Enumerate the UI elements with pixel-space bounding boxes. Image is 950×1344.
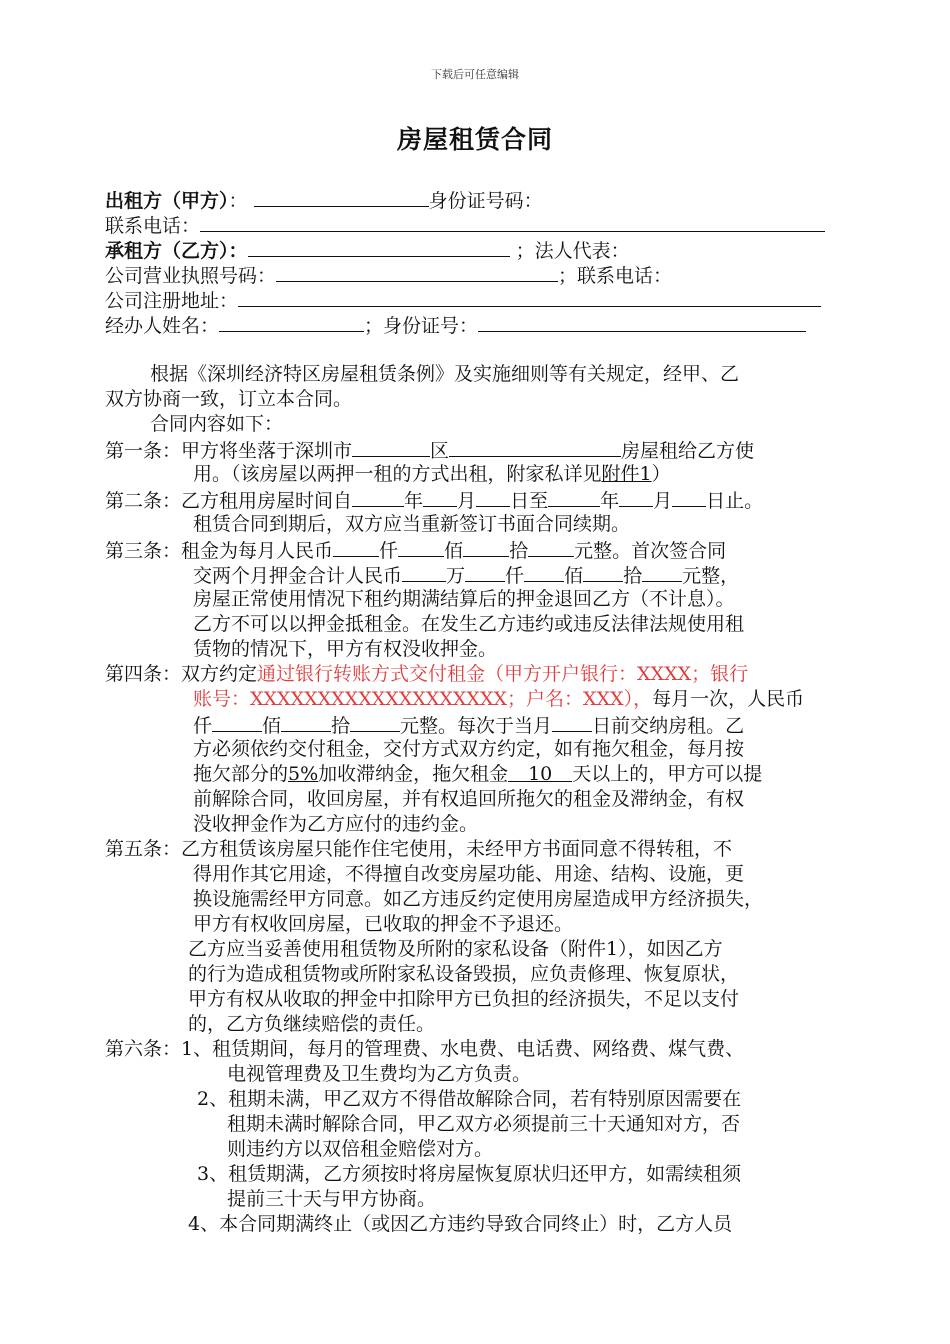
late-fee-rate: 5% (288, 763, 319, 785)
lessor-name-field[interactable] (254, 187, 429, 207)
id-label: 身份证号码： (428, 190, 543, 212)
article-6-item-4-line-1: 4、本合同期满终止（或因乙方违约导致合同终止）时，乙方人员 (188, 1213, 733, 1235)
article-4-line-6: 前解除合同，收回房屋，并有权追回所拖欠的租金及滞纳金，有权 (193, 788, 745, 810)
rent-qian-field[interactable] (333, 537, 379, 557)
article-2-label: 第二条： (105, 490, 182, 512)
article-3-line-4: 乙方不可以以押金抵租金。在发生乙方违约或违反法律法规使用租 (193, 613, 745, 635)
article-4-line-5: 拖欠部分的5%加收滞纳金，拖欠租金 10 天以上的，甲方可以提 (193, 763, 763, 785)
article-4-line-1: 第四条：双方约定通过银行转账方式交付租金（甲方开户银行：XXXX；银行 (105, 663, 749, 685)
end-year-field[interactable] (548, 487, 600, 507)
article-6-item-2-line-1: 2、租期未满，甲乙双方不得借故解除合同，若有特别原因需要在 (197, 1088, 742, 1110)
address-label: 公司注册地址： (105, 290, 239, 312)
phone2-label: ；联系电话： (558, 265, 673, 287)
deposit-yuan-field[interactable] (642, 562, 682, 582)
end-day-field[interactable] (672, 487, 706, 507)
bank-transfer-text: 通过银行转账方式交付租金（甲方开户银行：XXXX；银行 (257, 663, 749, 685)
lessee-label: 承租方（乙方）： (105, 240, 248, 262)
article-3-line-2: 交两个月押金合计人民币 万 仟 佰 拾 元整， (193, 562, 739, 587)
article-5-line-8: 的，乙方负继续赔偿的责任。 (188, 1013, 436, 1035)
article-4-line-7: 没收押金作为乙方应付的违约金。 (193, 813, 479, 835)
phone-label: 联系电话： (105, 215, 201, 237)
lessor-label: 出租方（甲方） (105, 190, 229, 212)
phone-field[interactable] (200, 212, 825, 232)
agent-id-field[interactable] (478, 312, 806, 332)
article-4-line-4: 方必须依约交付租金，交付方式双方约定，如有拖欠租金，每月按 (193, 738, 745, 760)
article-6-item-1-line-2: 电视管理费及卫生费均为乙方负责。 (227, 1063, 532, 1085)
end-month-field[interactable] (619, 487, 653, 507)
header-note: 下载后可任意编辑 (431, 68, 519, 81)
article-4-line-2: 账号：XXXXXXXXXXXXXXXXXXX；户名：XXX），每月一次，人民币 (193, 688, 805, 710)
deposit-qian-field[interactable] (465, 562, 505, 582)
start-month-field[interactable] (423, 487, 457, 507)
article-2-line-2: 租赁合同到期后，双方应当重新签订书面合同续期。 (193, 513, 631, 535)
agent-label: 经办人姓名： (105, 315, 220, 337)
article-5-line-4: 甲方有权收回房屋，已收取的押金不予退还。 (193, 913, 574, 935)
phone-line (105, 212, 825, 237)
attachment-1-link: 附件1 (601, 463, 652, 485)
monthly-bai-field[interactable] (212, 712, 262, 732)
article-1-line-1: 第一条：甲方将坐落于深圳市 区 房屋租给乙方使 (105, 437, 754, 462)
license-line (105, 262, 672, 287)
lessee-line (105, 237, 630, 262)
monthly-shi-field[interactable] (281, 712, 331, 732)
lessor-line: 出租方（甲方）： 身份证号码： (105, 187, 543, 212)
address-field[interactable] (238, 287, 821, 307)
article-3-line-3: 房屋正常使用情况下租约期满结算后的押金退回乙方（不计息）。 (193, 588, 735, 610)
license-label: 公司营业执照号码： (105, 265, 277, 287)
pay-day-field[interactable] (552, 712, 592, 732)
start-day-field[interactable] (476, 487, 510, 507)
article-5-label: 第五条： (105, 838, 182, 860)
overdue-days-field[interactable]: 10 (508, 762, 572, 782)
article-5-line-7: 甲方有权从收取的押金中扣除甲方已负担的经济损失，不足以支付 (188, 988, 740, 1010)
article-4-line-3: 仟 佰 拾 元整。每次于当月 日前交纳房租。乙 (193, 712, 744, 737)
article-5-line-6: 的行为造成租赁物或所附家私设备毁损，应负责修理、恢复原状， (188, 963, 740, 985)
deposit-wan-field[interactable] (402, 562, 446, 582)
article-6-line-1: 第六条：1、租赁期间，每月的管理费、水电费、电话费、网络费、煤气费、 (105, 1038, 745, 1060)
lessee-name-field[interactable] (248, 237, 510, 257)
agent-name-field[interactable] (219, 312, 364, 332)
article-6-item-3-line-2: 提前三十天与甲方协商。 (227, 1188, 437, 1210)
rent-yuan-field[interactable] (528, 537, 574, 557)
article-5-line-3: 换设施需经甲方同意。如乙方违反约定使用房屋造成甲方经济损失， (193, 888, 764, 910)
district-field[interactable] (352, 437, 430, 457)
rent-bai-field[interactable] (398, 537, 444, 557)
article-3-line-1: 第三条：租金为每月人民币 仟 佰 拾 元整。首次签合同 (105, 537, 726, 562)
agent-line (105, 312, 806, 337)
address-detail-field[interactable] (449, 437, 621, 457)
article-6-item-2-line-2: 租期未满时解除合同，甲乙双方必须提前三十天通知对方，否 (227, 1113, 741, 1135)
start-year-field[interactable] (352, 487, 404, 507)
intro-line-2: 双方协商一致，订立本合同。 (105, 388, 353, 410)
deposit-bai-field[interactable] (524, 562, 564, 582)
intro-line-3: 合同内容如下： (150, 413, 284, 435)
article-4-label: 第四条： (105, 663, 182, 685)
article-6-item-3-line-1: 3、租赁期满，乙方须按时将房屋恢复原状归还甲方，如需续租须 (197, 1163, 742, 1185)
bank-account-text: 账号：XXXXXXXXXXXXXXXXXXX；户名：XXX）， (193, 688, 653, 710)
article-1-line-2: 用。（该房屋以两押一租的方式出租，附家私详见附件1） (193, 463, 671, 485)
article-6-label: 第六条： (105, 1038, 182, 1060)
legal-rep-label: ；法人代表： (515, 240, 630, 262)
rent-shi-field[interactable] (463, 537, 509, 557)
intro-line-1: 根据《深圳经济特区房屋租赁条例》及实施细则等有关规定，经甲、乙 (150, 363, 740, 385)
article-6-item-2-line-3: 则违约方以双倍租金赔偿对方。 (227, 1138, 494, 1160)
article-1-label: 第一条： (105, 440, 182, 462)
monthly-yuan-field[interactable] (350, 712, 400, 732)
page-title: 房屋租赁合同 (396, 125, 553, 154)
article-2-line-1: 第二条：乙方租用房屋时间自 年 月 日至 年 月 日止。 (105, 487, 763, 512)
article-5-line-5: 乙方应当妥善使用租赁物及所附的家私设备（附件1），如因乙方 (188, 938, 723, 960)
agent-id-label: ；身份证号： (364, 315, 479, 337)
article-3-label: 第三条： (105, 540, 182, 562)
license-field[interactable] (276, 262, 558, 282)
address-line (105, 287, 821, 312)
deposit-shi-field[interactable] (583, 562, 623, 582)
article-5-line-2: 得用作其它用途，不得擅自改变房屋功能、用途、结构、设施，更 (193, 863, 745, 885)
article-5-line-1: 第五条：乙方租赁该房屋只能作住宅使用，未经甲方书面同意不得转租，不 (105, 838, 733, 860)
article-3-line-5: 赁物的情况下，甲方有权没收押金。 (193, 638, 498, 660)
